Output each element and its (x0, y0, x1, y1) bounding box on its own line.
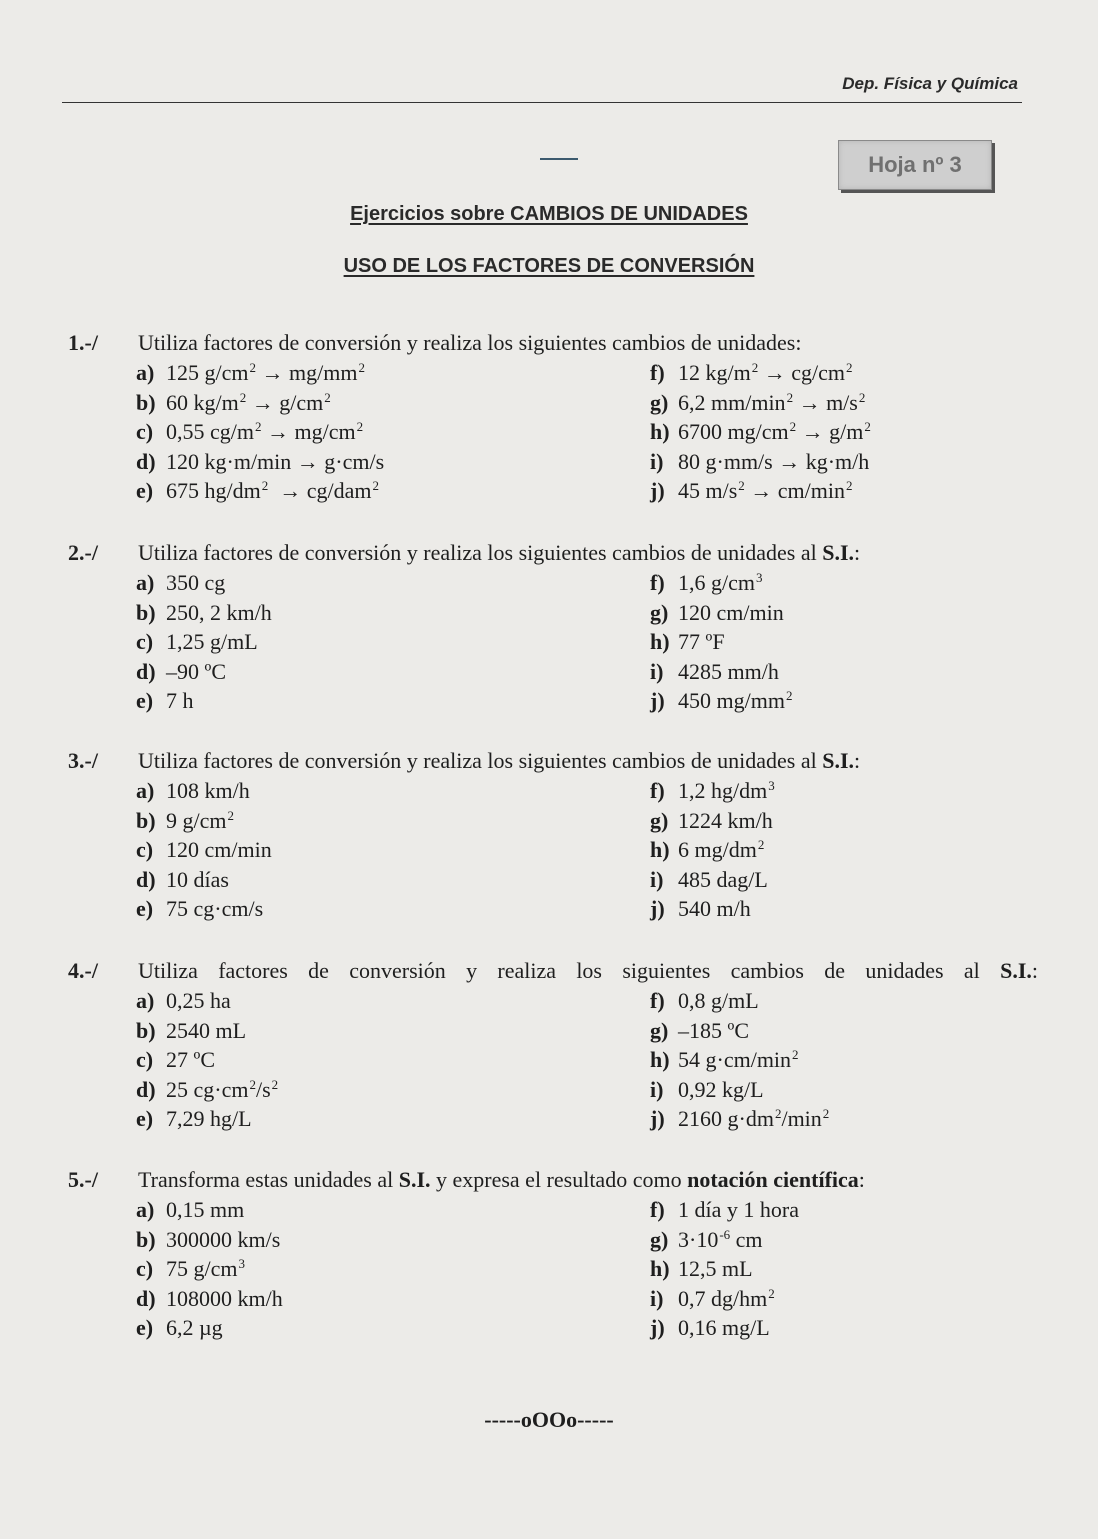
item-letter: f) (650, 570, 665, 595)
conversion-item (650, 1075, 1030, 1105)
exercise-3 (68, 746, 1038, 924)
conversion-item (650, 358, 1030, 388)
items-column-right (650, 776, 1030, 924)
item-expression: 12,5 mL (678, 1256, 753, 1281)
conversion-item (136, 1045, 650, 1075)
conversion-item (136, 1225, 650, 1255)
item-letter: g) (650, 389, 669, 415)
sheet-number-badge: Hoja nº 3 (838, 140, 992, 190)
items-column-left (136, 776, 650, 924)
item-letter: c) (136, 419, 154, 444)
item-expression: 10 días (166, 866, 229, 892)
item-expression: 6,2 µg (166, 1315, 223, 1340)
exercise-header (68, 328, 1038, 358)
conversion-item (136, 865, 650, 895)
conversion-item (650, 657, 1030, 687)
page-title: Ejercicios sobre CAMBIOS DE UNIDADES (350, 203, 748, 225)
conversion-item (650, 1225, 1030, 1255)
item-letter: a) (136, 360, 155, 385)
conversion-item (650, 776, 1030, 806)
item-expression: 0,8 g/mL (678, 988, 759, 1013)
item-expression: 540 m/h (678, 896, 751, 921)
conversion-item (136, 1284, 650, 1314)
item-expression: 1,6 $g/cm^3$ (678, 570, 763, 595)
item-expression: 0,25 ha (166, 988, 231, 1013)
item-letter: c) (136, 629, 154, 654)
item-letter: c) (136, 1256, 154, 1281)
items-column-right (650, 1195, 1030, 1343)
exercise-header (68, 956, 1038, 986)
exercise-2 (68, 538, 1038, 716)
item-letter: e) (136, 896, 154, 921)
conversion-item (650, 894, 1030, 924)
item-expression: 7 h (166, 688, 194, 713)
conversion-item (136, 1104, 650, 1134)
item-expression: 2540 mL (166, 1017, 247, 1043)
item-expression: 0,55 $cg/m^2 \to mg/cm^2$ (166, 419, 364, 444)
item-letter: d) (136, 658, 156, 684)
item-expression: 350 cg (166, 570, 226, 595)
items-column-left (136, 358, 650, 506)
item-letter: f) (650, 360, 665, 385)
item-expression: 300000 km/s (166, 1226, 281, 1252)
exercise-number: 1.-/ (68, 330, 98, 355)
conversion-item (136, 417, 650, 447)
item-expression: 12 $kg/m^2 \to cg/cm^2$ (678, 360, 853, 385)
items-column-left (136, 568, 650, 716)
conversion-item (136, 986, 650, 1016)
conversion-item (650, 986, 1030, 1016)
items-column-right (650, 986, 1030, 1134)
item-expression: 54 $g\cdot cm/\min^2$ (678, 1047, 799, 1072)
item-letter: h) (650, 1047, 670, 1072)
item-letter: b) (136, 1226, 156, 1252)
conversion-item (136, 835, 650, 865)
exercise-number: 5.-/ (68, 1167, 98, 1192)
item-letter: b) (136, 389, 156, 415)
item-letter: f) (650, 1197, 665, 1222)
item-letter: j) (650, 1106, 665, 1131)
conversion-item (136, 388, 650, 418)
end-mark: -----oOOo----- (484, 1407, 614, 1432)
exercise-statement: Utiliza factores de conversión y realiza los siguientes cambios de unidades: (138, 330, 802, 355)
exercise-1 (68, 328, 1038, 506)
conversion-item (136, 1195, 650, 1225)
item-expression: 120 cm/min (166, 837, 272, 862)
item-letter: d) (136, 866, 156, 892)
item-letter: b) (136, 599, 156, 625)
item-expression: 80 g·mm/s → kg·m/h (678, 448, 870, 474)
item-letter: f) (650, 988, 665, 1013)
conversion-item (136, 806, 650, 836)
conversion-item (136, 1313, 650, 1343)
item-letter: i) (650, 866, 664, 892)
item-letter: j) (650, 478, 665, 503)
item-expression: 6,2 $mm/\min^2 \to m/s^2$ (678, 389, 866, 415)
item-letter: g) (650, 599, 669, 625)
exercise-statement: Utiliza factores de conversión y realiza los siguientes cambios de unidades al S.I.: (138, 748, 861, 773)
item-expression: 108 km/h (166, 778, 250, 803)
item-letter: b) (136, 1017, 156, 1043)
item-letter: d) (136, 1076, 156, 1102)
item-letter: j) (650, 688, 665, 713)
conversion-item (136, 1016, 650, 1046)
item-expression: 0,16 mg/L (678, 1315, 770, 1340)
item-letter: a) (136, 778, 155, 803)
item-letter: e) (136, 688, 154, 713)
item-expression: 108000 km/h (166, 1285, 283, 1311)
item-expression: 450 $mg/mm^2$ (678, 688, 793, 713)
conversion-item (136, 627, 650, 657)
item-expression: 1224 km/h (678, 807, 773, 833)
items-column-left (136, 1195, 650, 1343)
conversion-item (136, 1254, 650, 1284)
item-expression: 9 $g/cm^2$ (166, 807, 234, 833)
conversion-item (650, 1313, 1030, 1343)
item-letter: i) (650, 448, 664, 474)
items-column-right (650, 358, 1030, 506)
conversion-item (650, 568, 1030, 598)
item-letter: e) (136, 478, 154, 503)
exercise-header (68, 538, 1038, 568)
stray-mark (540, 158, 578, 160)
conversion-item (136, 894, 650, 924)
item-expression: 4285 mm/h (678, 658, 779, 684)
exercise-statement: Utiliza factores de conversión y realiza los siguientes cambios de unidades al S.I.: (138, 540, 861, 565)
item-expression: 77 ºF (678, 629, 725, 654)
item-expression: 1,2 $hg/dm^3$ (678, 778, 775, 803)
item-expression: 675 $hg/dm^2 \to cg/dam^2$ (166, 478, 379, 503)
item-letter: e) (136, 1106, 154, 1131)
exercise-4 (68, 956, 1038, 1134)
item-letter: b) (136, 807, 156, 833)
item-letter: h) (650, 1256, 670, 1281)
item-letter: g) (650, 1017, 669, 1043)
conversion-item (650, 686, 1030, 716)
conversion-item (136, 657, 650, 687)
item-expression: 125 $g/cm^2 \to mg/mm^2$ (166, 360, 365, 385)
conversion-item (136, 776, 650, 806)
item-letter: j) (650, 1315, 665, 1340)
exercise-header (68, 1165, 1038, 1195)
page-subtitle: USO DE LOS FACTORES DE CONVERSIÓN (343, 255, 755, 277)
conversion-item (650, 447, 1030, 477)
item-letter: g) (650, 807, 669, 833)
conversion-item (136, 447, 650, 477)
item-expression: 2160 $g\cdot dm^2/\min^2$ (678, 1106, 830, 1131)
item-letter: a) (136, 570, 155, 595)
conversion-item (136, 686, 650, 716)
item-expression: 6700 $mg/cm^2 \to g/m^2$ (678, 419, 871, 444)
item-expression: 250, 2 km/h (166, 599, 272, 625)
item-letter: h) (650, 837, 670, 862)
item-letter: i) (650, 658, 664, 684)
department-label: Dep. Física y Química (842, 74, 1018, 93)
item-expression: 0,92 kg/L (678, 1076, 764, 1102)
conversion-item (136, 598, 650, 628)
conversion-item (650, 835, 1030, 865)
item-letter: j) (650, 896, 665, 921)
conversion-item (650, 865, 1030, 895)
conversion-item (650, 476, 1030, 506)
item-expression: 485 dag/L (678, 866, 768, 892)
item-expression: 120 kg·m/min → g·cm/s (166, 448, 385, 474)
item-expression: 1,25 g/mL (166, 629, 258, 654)
item-expression: –90 ºC (166, 658, 226, 684)
item-expression: 45 $m/s^2 \to cm/\min^2$ (678, 478, 853, 503)
conversion-item (650, 1195, 1030, 1225)
item-letter: c) (136, 837, 154, 862)
conversion-item (650, 417, 1030, 447)
item-expression: 25 $cg\cdot cm^2/s^2$ (166, 1076, 279, 1102)
conversion-item (136, 568, 650, 598)
conversion-item (650, 806, 1030, 836)
item-letter: i) (650, 1076, 664, 1102)
conversion-item (650, 1016, 1030, 1046)
conversion-item (650, 388, 1030, 418)
item-letter: h) (650, 419, 670, 444)
item-letter: d) (136, 1285, 156, 1311)
item-expression: 6 $mg/dm^2$ (678, 837, 765, 862)
conversion-item (650, 1104, 1030, 1134)
conversion-item (136, 358, 650, 388)
item-letter: i) (650, 1285, 664, 1311)
item-letter: a) (136, 1197, 155, 1222)
exercise-statement: Utiliza factores de conversión y realiza los siguientes cambios de unidades al S.I.: (138, 958, 1038, 983)
conversion-item (650, 1254, 1030, 1284)
conversion-item (650, 1284, 1030, 1314)
item-expression: –185 ºC (678, 1017, 749, 1043)
item-letter: e) (136, 1315, 154, 1340)
conversion-item (650, 1045, 1030, 1075)
items-column-right (650, 568, 1030, 716)
item-letter: h) (650, 629, 670, 654)
exercise-statement: Transforma estas unidades al S.I. y expresa el resultado como notación científica: (138, 1167, 865, 1192)
item-expression: 60 $kg/m^2 \to g/cm^2$ (166, 389, 331, 415)
exercise-header (68, 746, 1038, 776)
item-expression: 1 día y 1 hora (678, 1197, 799, 1222)
item-letter: g) (650, 1226, 669, 1252)
item-letter: d) (136, 448, 156, 474)
item-letter: a) (136, 988, 155, 1013)
item-expression: 120 cm/min (678, 599, 784, 625)
item-letter: c) (136, 1047, 154, 1072)
items-column-left (136, 986, 650, 1134)
item-expression: 27 ºC (166, 1047, 215, 1072)
conversion-item (136, 476, 650, 506)
exercise-number: 4.-/ (68, 958, 98, 983)
exercise-number: 2.-/ (68, 540, 98, 565)
item-expression: 75 cg·cm/s (166, 896, 264, 921)
conversion-item (650, 598, 1030, 628)
conversion-item (650, 627, 1030, 657)
item-expression: 0,15 mm (166, 1197, 245, 1222)
item-expression: 0,7 $dg/hm^2$ (678, 1285, 775, 1311)
header-divider (62, 102, 1022, 103)
conversion-item (136, 1075, 650, 1105)
item-expression: 7,29 hg/L (166, 1106, 252, 1131)
item-letter: f) (650, 778, 665, 803)
item-expression: 75 $g/cm^3$ (166, 1256, 245, 1281)
exercise-number: 3.-/ (68, 748, 98, 773)
exercise-5 (68, 1165, 1038, 1343)
item-expression: $3\cdot 10^{-6}$ cm (678, 1226, 763, 1252)
